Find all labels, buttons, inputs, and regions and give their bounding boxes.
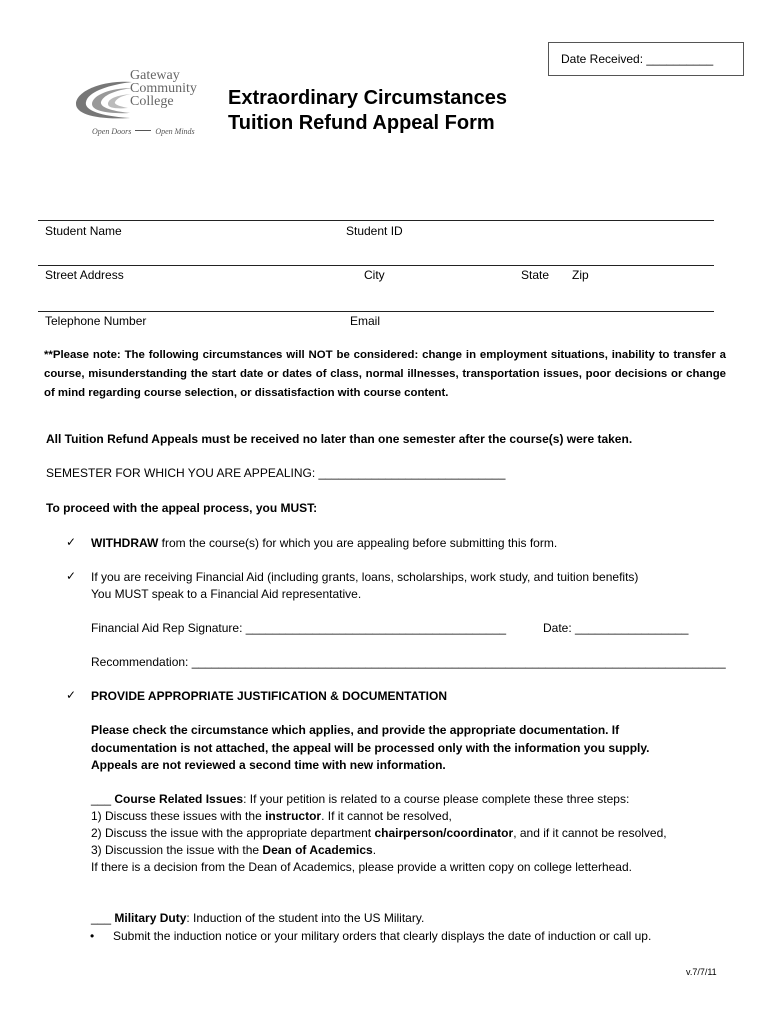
please-note-paragraph: **Please note: The following circumstances will NOT be considered: change in employment situations, inability to transfer a course, misunderstanding the start date or dates of class, normal illnesses, transportation issues, poor decisions or change of mind regarding course selection, or dissatisfaction with course content.: [44, 349, 726, 399]
logo-tagline: [92, 127, 195, 136]
course-step-1: [91, 809, 452, 823]
step3-c: .: [372, 843, 377, 857]
check-icon: ✓: [66, 535, 77, 549]
justification-instr-2: documentation is not attached, the appeal will be processed only with the information you supply.: [91, 741, 650, 755]
financial-aid-signature-field[interactable]: Financial Aid Rep Signature: _______________________________________: [91, 621, 507, 635]
title-line-2: Tuition Refund Appeal Form: [228, 112, 495, 134]
withdraw-item: [91, 536, 557, 550]
financial-aid-date-field[interactable]: Date: _________________: [543, 621, 689, 635]
military-blank[interactable]: ___: [91, 911, 115, 925]
city-label: City: [364, 268, 385, 282]
college-logo: [70, 64, 210, 144]
course-issues-text: : If your petition is related to a course please complete these three steps:: [243, 792, 630, 806]
course-issues-blank[interactable]: ___: [91, 792, 115, 806]
withdraw-bold: WITHDRAW: [91, 536, 159, 550]
military-bullet-text: Submit the induction notice or your military orders that clearly displays the date of induction or call up.: [113, 929, 652, 943]
check-icon: ✓: [66, 688, 77, 702]
step2-b: chairperson/coordinator: [374, 826, 514, 840]
logo-line-1: Gateway: [130, 68, 180, 83]
financial-aid-line-2: You MUST speak to a Financial Aid representative.: [91, 587, 362, 601]
justification-heading: PROVIDE APPROPRIATE JUSTIFICATION & DOCUMENTATION: [91, 689, 448, 703]
student-name-line[interactable]: [38, 220, 714, 221]
form-title: [228, 86, 507, 136]
logo-line-3: College: [130, 94, 174, 109]
logo-tagline-right: Open Minds: [155, 127, 195, 136]
logo-wordmark: [130, 69, 197, 108]
logo-tagline-left: Open Doors: [92, 127, 132, 136]
military-option[interactable]: [91, 911, 424, 925]
state-label: State: [521, 268, 550, 282]
step2-a: 2) Discuss the issue with the appropriate department: [91, 826, 375, 840]
recommendation-field[interactable]: Recommendation: ________________________________________________________________________________: [91, 655, 726, 669]
step3-b: Dean of Academics: [262, 843, 373, 857]
street-address-line[interactable]: [38, 265, 714, 266]
deadline-statement: All Tuition Refund Appeals must be received no later than one semester after the course(s) were taken.: [46, 432, 633, 446]
version-label: v.7/7/11: [686, 967, 717, 977]
date-received-box[interactable]: Date Received: __________: [548, 42, 744, 76]
street-address-label: Street Address: [45, 268, 124, 282]
course-issues-option[interactable]: [91, 792, 629, 806]
step3-a: 3) Discussion the issue with the: [91, 843, 263, 857]
military-text: : Induction of the student into the US Military.: [186, 911, 425, 925]
student-name-label: Student Name: [45, 224, 122, 238]
step2-c: , and if it cannot be resolved,: [513, 826, 667, 840]
title-line-1: Extraordinary Circumstances: [228, 87, 508, 109]
step1-a: 1) Discuss these issues with the: [91, 809, 266, 823]
course-letterhead: If there is a decision from the Dean of Academics, please provide a written copy on college letterhead.: [91, 860, 632, 874]
bullet-icon: •: [90, 929, 95, 943]
key-icon: [135, 130, 151, 135]
email-label: Email: [350, 314, 381, 328]
course-step-2: [91, 826, 667, 840]
course-issues-bold: Course Related Issues: [114, 792, 244, 806]
justification-instr-1: Please check the circumstance which applies, and provide the appropriate documentation. If: [91, 723, 620, 737]
logo-line-2: Community: [130, 81, 197, 96]
withdraw-text: from the course(s) for which you are appealing before submitting this form.: [158, 536, 558, 550]
semester-field[interactable]: SEMESTER FOR WHICH YOU ARE APPEALING: ____________________________: [46, 466, 506, 480]
check-icon: ✓: [66, 569, 77, 583]
step1-c: . If it cannot be resolved,: [321, 809, 452, 823]
telephone-line[interactable]: [38, 311, 714, 312]
proceed-heading: To proceed with the appeal process, you MUST:: [46, 501, 318, 515]
military-bold: Military Duty: [114, 911, 187, 925]
financial-aid-line-1: If you are receiving Financial Aid (including grants, loans, scholarships, work study, and tuition benefits): [91, 570, 639, 584]
telephone-label: Telephone Number: [45, 314, 147, 328]
course-step-3: [91, 843, 376, 857]
step1-b: instructor: [265, 809, 322, 823]
zip-label: Zip: [572, 268, 589, 282]
justification-instr-3: Appeals are not reviewed a second time with new information.: [91, 758, 446, 772]
student-id-label: Student ID: [346, 224, 403, 238]
